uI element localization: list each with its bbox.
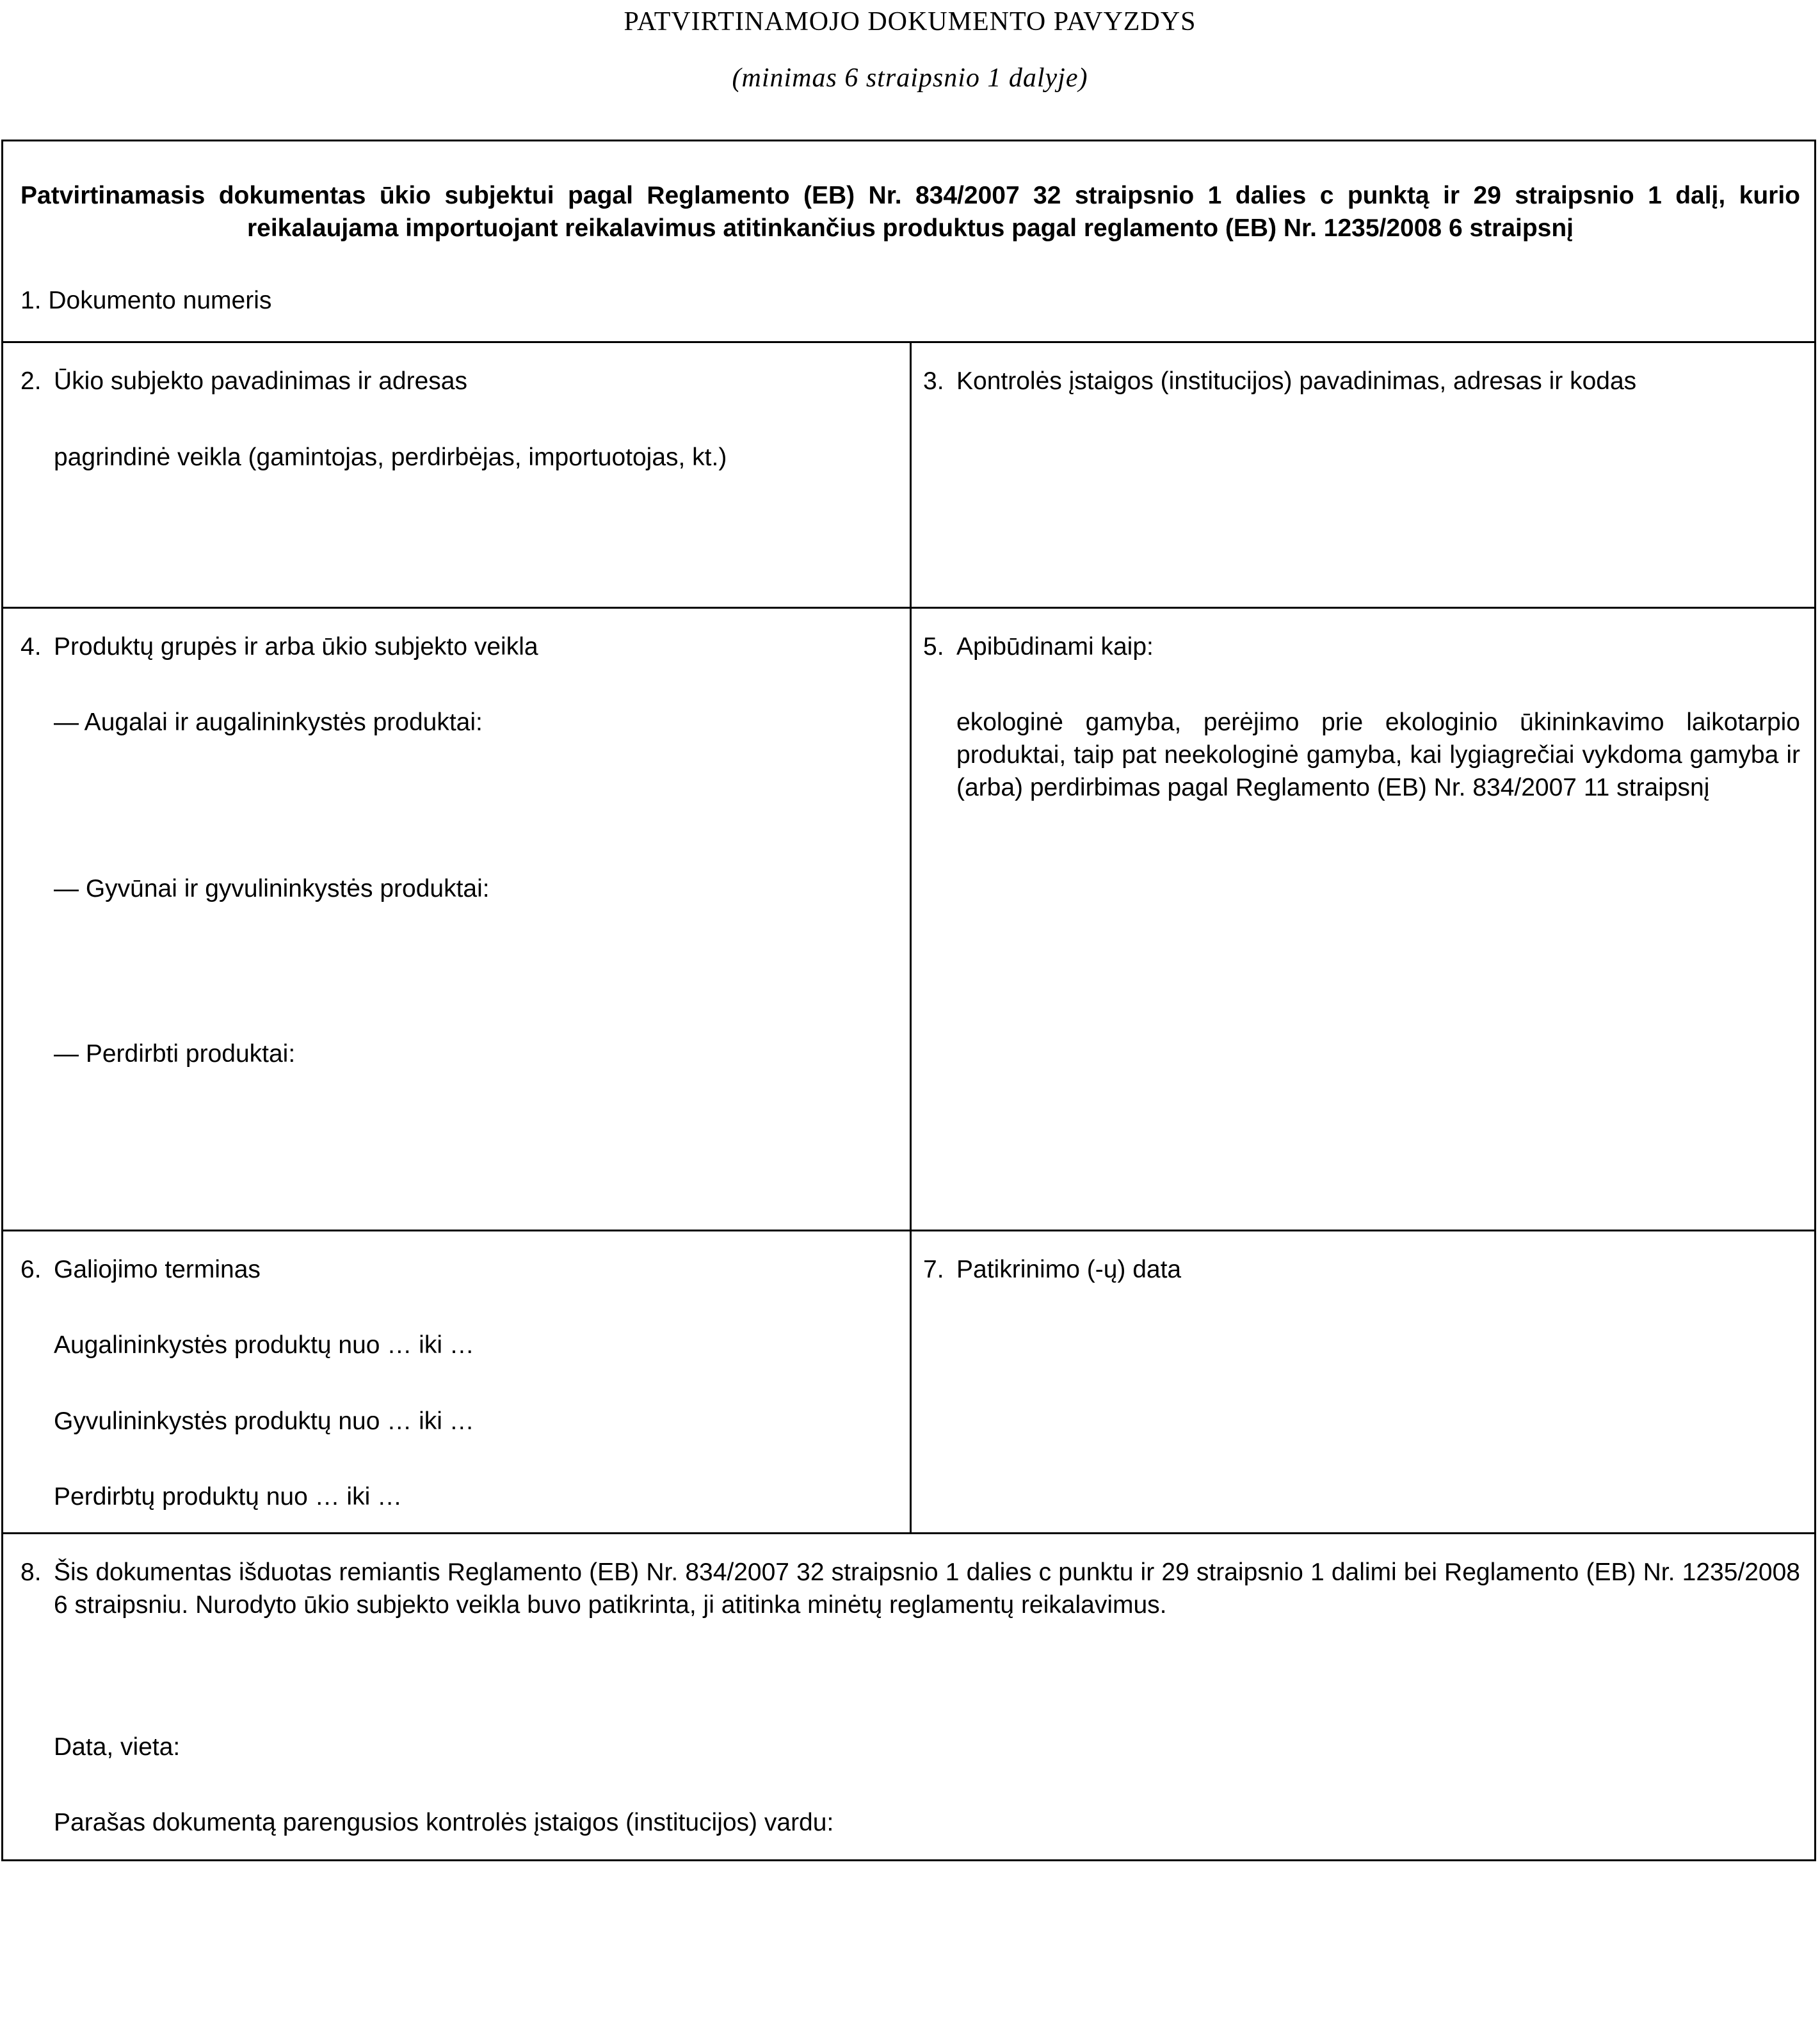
field-4-label: Produktų grupės ir arba ūkio subjekto veikla — [54, 633, 538, 661]
field-5-number: 5. — [923, 633, 944, 661]
divider-row-3 — [3, 1230, 1814, 1231]
divider-column — [910, 341, 912, 1532]
divider-row-2 — [3, 607, 1814, 609]
divider-row-1 — [3, 341, 1814, 343]
field-2-operator — [20, 365, 467, 397]
field-8-date-place: Data, vieta: — [54, 1733, 181, 1761]
field-1-number: 1. — [20, 287, 42, 314]
certificate-form — [1, 140, 1816, 1861]
field-8-number: 8. — [20, 1559, 42, 1586]
field-6-validity-plants: Augalininkystės produktų nuo … iki … — [54, 1331, 474, 1359]
field-4-item-processed: — Perdirbti produktai: — [54, 1040, 296, 1068]
field-8-signature: Parašas dokumentą parengusios kontrolės įstaigos (institucijos) vardu: — [54, 1809, 834, 1836]
field-4-item-plants: — Augalai ir augalininkystės produktai: — [54, 709, 483, 736]
field-1-label: Dokumento numeris — [48, 287, 272, 314]
field-6-validity-livestock: Gyvulininkystės produktų nuo … iki … — [54, 1407, 474, 1435]
field-2-number: 2. — [20, 367, 42, 395]
field-6-number: 6. — [20, 1256, 42, 1283]
document-subtitle: (minimas 6 straipsnio 1 dalyje) — [732, 63, 1088, 93]
field-3-label: Kontrolės įstaigos (institucijos) pavadinimas, adresas ir kodas — [956, 367, 1637, 395]
field-6-label: Galiojimo terminas — [54, 1256, 261, 1283]
field-4-product-groups — [20, 630, 538, 663]
field-4-item-livestock: — Gyvūnai ir gyvulininkystės produktai: — [54, 875, 490, 902]
field-5-defined-as — [923, 630, 1154, 663]
divider-row-4 — [3, 1532, 1814, 1534]
field-7-inspection-date — [923, 1253, 1181, 1286]
field-3-number: 3. — [923, 367, 944, 395]
field-8-declaration: Šis dokumentas išduotas remiantis Reglamento (EB) Nr. 834/2007 32 straipsnio 1 dalies c punktu ir 29 straipsnio 1 dalimi bei Reglamento (EB) Nr. 1235/2008 6 straipsniu. Nurodyto ūkio subjekto veikla buvo patikrinta, ji atitinka minėtų reglamentų reikalavimus. — [54, 1559, 1800, 1619]
field-1-document-number — [20, 284, 271, 317]
field-2-label: Ūkio subjekto pavadinimas ir adresas — [54, 367, 467, 395]
field-3-control-body — [923, 365, 1636, 397]
field-5-label: Apibūdinami kaip: — [956, 633, 1154, 661]
field-2-main-activity: pagrindinė veikla (gamintojas, perdirbėjas, importuotojas, kt.) — [54, 444, 727, 471]
field-4-number: 4. — [20, 633, 42, 661]
form-header: Patvirtinamasis dokumentas ūkio subjektui pagal Reglamento (EB) Nr. 834/2007 32 straipsnio 1 dalies c punktą ir 29 straipsnio 1 dalį, kurio reikalaujama importuojant reikalavimus atitinkančius produktus pagal reglamento (EB) Nr. 1235/2008 6 straipsnį — [20, 182, 1800, 242]
field-7-number: 7. — [923, 1256, 944, 1283]
document-title: PATVIRTINAMOJO DOKUMENTO PAVYZDYS — [624, 7, 1196, 36]
field-7-label: Patikrinimo (-ų) data — [956, 1256, 1182, 1283]
field-5-description: ekologinė gamyba, perėjimo prie ekologinio ūkininkavimo laikotarpio produktai, taip pat neekologinė gamyba, kai lygiagrečiai vykdoma gamyba ir (arba) perdirbimas pagal Reglamento (EB) Nr. 834/2007 11 straipsnį — [956, 709, 1800, 801]
field-6-validity — [20, 1253, 261, 1286]
field-6-validity-processed: Perdirbtų produktų nuo … iki … — [54, 1483, 403, 1511]
